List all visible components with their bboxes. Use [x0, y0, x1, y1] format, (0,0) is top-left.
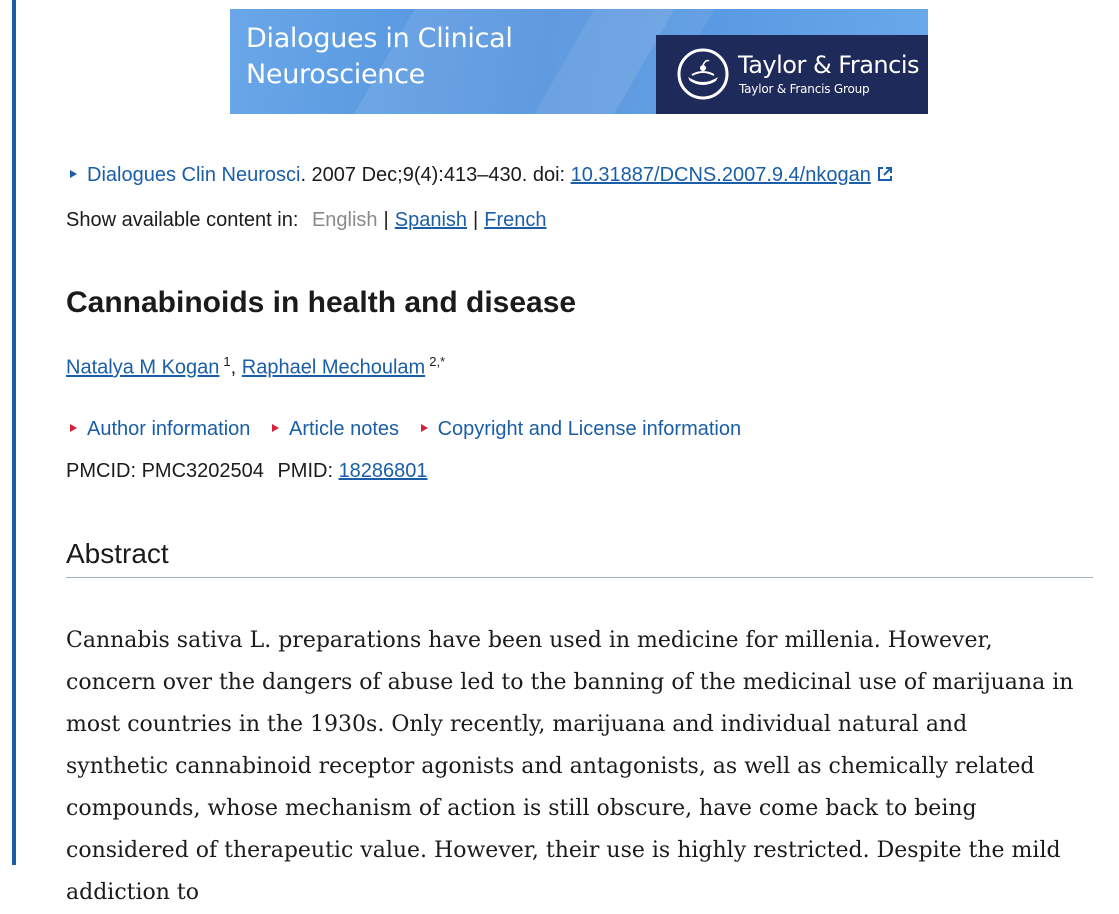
article-identifiers — [66, 460, 428, 483]
citation-line — [66, 164, 893, 187]
external-link-icon[interactable] — [877, 166, 893, 182]
language-selector — [66, 209, 546, 232]
author-information-toggle[interactable]: Author information — [87, 418, 251, 440]
article-info-links — [66, 418, 753, 441]
pmid-label: PMID: — [277, 460, 333, 482]
pmcid-label: PMCID: — [66, 460, 136, 482]
page-left-rule — [12, 0, 16, 865]
author-separator: , — [230, 356, 237, 379]
doi-link[interactable]: 10.31887/DCNS.2007.9.4/nkogan — [570, 164, 871, 186]
abstract-heading: Abstract — [66, 538, 169, 569]
citation-details: . 2007 Dec;9(4):413–430. doi: — [300, 164, 571, 186]
publisher-name: Taylor & Francis — [738, 51, 919, 79]
author-link[interactable]: Natalya M Kogan — [66, 356, 220, 379]
publisher-logo-block — [656, 35, 928, 114]
publisher-group: Taylor & Francis Group — [739, 82, 870, 96]
section-divider — [66, 577, 1093, 578]
journal-banner[interactable] — [230, 9, 928, 114]
article-notes-toggle[interactable]: Article notes — [288, 418, 400, 440]
language-spanish-link[interactable]: Spanish — [394, 209, 468, 231]
expand-triangle-icon — [421, 424, 428, 432]
pmid-link[interactable]: 18286801 — [338, 460, 428, 482]
banner-journal-title: Dialogues in Clinical Neuroscience — [246, 23, 513, 90]
language-current: English — [311, 209, 378, 231]
abstract-text: Cannabis sativa L. preparations have been used in medicine for millenia. However, concern over the dangers of abuse led to the banning of the medicinal use of marijuana in most countries in the 1930s. Only recently, marijuana and individual natural and synthetic cannabinoid receptor agonists and antagonists, as well as chemically related compounds, whose mechanism of action is still obscure, have come back to being considered of therapeutic value. However, their use is highly restricted. Despite the mild addiction to — [66, 628, 1074, 905]
language-separator: | — [383, 209, 389, 231]
expand-triangle-icon — [70, 424, 77, 432]
author-affiliation: 1 — [223, 354, 231, 369]
article-title: Cannabinoids in health and disease — [66, 286, 577, 319]
language-label: Show available content in: — [66, 209, 299, 231]
pmcid-value: PMC3202504 — [141, 460, 264, 482]
author-affiliation: 2,* — [429, 354, 446, 369]
journal-link[interactable]: Dialogues Clin Neurosci — [87, 164, 301, 186]
language-separator: | — [473, 209, 479, 231]
author-link[interactable]: Raphael Mechoulam — [241, 356, 426, 379]
author-list — [66, 354, 445, 380]
expand-triangle-icon — [272, 424, 279, 432]
taylor-francis-lamp-logo — [676, 47, 730, 101]
language-french-link[interactable]: French — [484, 209, 547, 231]
copyright-license-toggle[interactable]: Copyright and License information — [437, 418, 742, 440]
expand-triangle-icon — [70, 170, 77, 178]
